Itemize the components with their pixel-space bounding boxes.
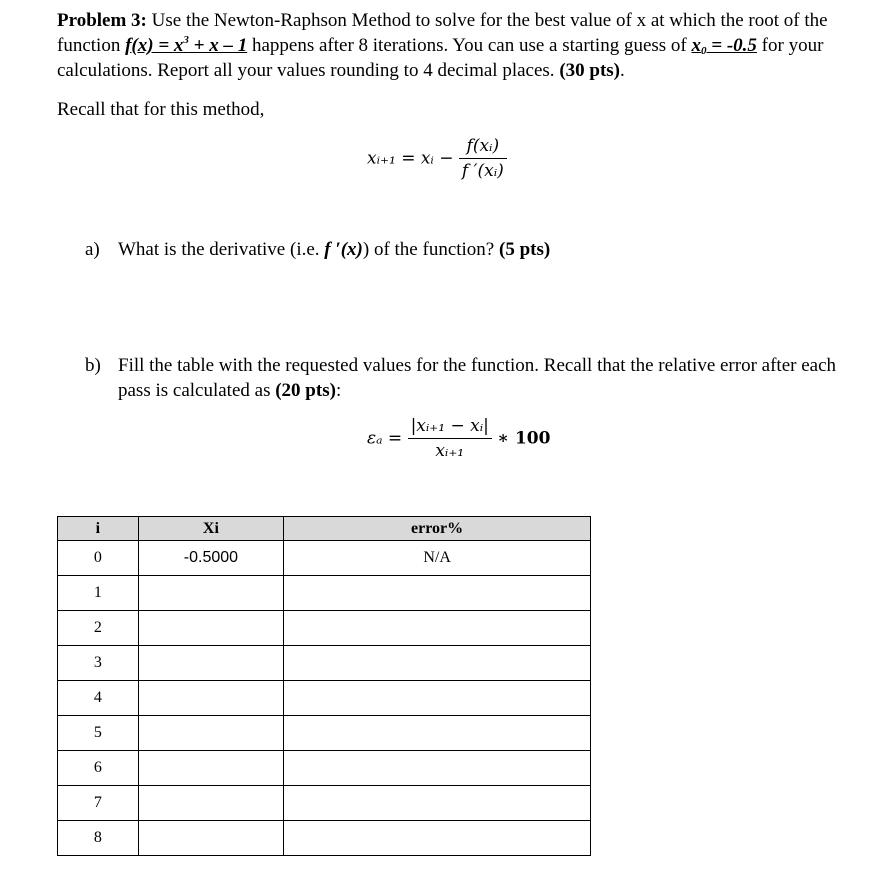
header-xi: Xi (138, 517, 284, 541)
problem-text-2: happens after 8 iterations. You can use a starting guess of (247, 35, 692, 56)
function-definition (125, 35, 247, 56)
newton-lhs: xᵢ₊₁ = xᵢ − (367, 148, 454, 169)
cell-i: 6 (58, 751, 139, 786)
cell-error[interactable] (284, 716, 591, 751)
cell-error[interactable] (284, 821, 591, 856)
relative-error-formula (367, 414, 550, 463)
cell-error[interactable] (284, 681, 591, 716)
cell-error[interactable]: N/A (284, 541, 591, 576)
error-rhs: ∗ 100 (497, 428, 551, 449)
cell-x[interactable] (138, 611, 284, 646)
cell-i: 8 (58, 821, 139, 856)
table-row (58, 646, 591, 681)
error-lhs: εₐ = (367, 428, 403, 449)
function-exponent: 3 (183, 34, 189, 46)
cell-error[interactable] (284, 751, 591, 786)
table-row (58, 576, 591, 611)
question-b-end: : (335, 380, 342, 401)
cell-error[interactable] (284, 576, 591, 611)
x0-variable: x (691, 35, 702, 56)
question-b-label: b) (85, 355, 101, 376)
question-b-text-start: Fill the table with the requested values for the function. Recall that the relative error after each pass is calculated as (118, 355, 837, 401)
problem-statement (57, 8, 847, 83)
cell-x[interactable] (138, 786, 284, 821)
question-a (85, 237, 845, 267)
table-row (58, 716, 591, 751)
function-lhs: f(x) (125, 35, 154, 56)
question-b (85, 353, 855, 405)
error-denominator: xᵢ₊₁ (435, 441, 465, 461)
cell-error[interactable] (284, 646, 591, 681)
cell-i: 3 (58, 646, 139, 681)
table-row (58, 786, 591, 821)
cell-i: 5 (58, 716, 139, 751)
problem-text-1: Use the Newton-Raphson Method to solve for the best value of x at which the root of the function (57, 10, 828, 56)
cell-i: 7 (58, 786, 139, 821)
cell-x[interactable] (138, 681, 284, 716)
cell-x[interactable] (138, 646, 284, 681)
cell-x[interactable]: -0.5000 (138, 541, 284, 576)
problem-points: (30 pts) (559, 60, 621, 81)
problem-end: . (620, 60, 625, 81)
newton-raphson-formula (367, 134, 507, 183)
header-error: error% (284, 517, 591, 541)
problem-text-3: for your calculations. Report all your values rounding to 4 decimal places. (57, 35, 824, 81)
iteration-table (57, 516, 591, 856)
newton-numerator: f(xᵢ) (459, 134, 507, 159)
question-a-text-start: What is the derivative (i.e. (118, 239, 325, 260)
recall-text: Recall that for this method, (57, 99, 265, 120)
function-rest: + x – 1 (188, 35, 248, 56)
table-row (58, 611, 591, 646)
question-a-text (118, 237, 843, 262)
newton-fraction (459, 134, 507, 183)
table-header-row (58, 517, 591, 541)
error-fraction (408, 414, 492, 463)
table-row (58, 541, 591, 576)
cell-i: 2 (58, 611, 139, 646)
cell-x[interactable] (138, 821, 284, 856)
table-row (58, 681, 591, 716)
cell-i: 1 (58, 576, 139, 611)
cell-error[interactable] (284, 786, 591, 821)
table-row (58, 751, 591, 786)
question-a-derivative: f ′(x) (324, 239, 363, 260)
starting-guess (692, 35, 757, 56)
cell-x[interactable] (138, 751, 284, 786)
question-b-text (118, 353, 843, 403)
header-i: i (58, 517, 139, 541)
cell-i: 4 (58, 681, 139, 716)
x0-subscript: 0 (701, 45, 707, 57)
question-a-points: (5 pts) (499, 239, 551, 260)
x0-value: = -0.5 (706, 35, 757, 56)
cell-x[interactable] (138, 716, 284, 751)
cell-x[interactable] (138, 576, 284, 611)
newton-denominator: f ′(xᵢ) (461, 161, 504, 181)
function-eq: = x (153, 35, 184, 56)
error-numerator: |xᵢ₊₁ − xᵢ| (408, 414, 492, 439)
problem-label: Problem 3: (57, 10, 147, 31)
question-a-label: a) (85, 239, 100, 260)
table-row (58, 821, 591, 856)
cell-i: 0 (58, 541, 139, 576)
cell-error[interactable] (284, 611, 591, 646)
question-b-points: (20 pts) (275, 380, 336, 401)
question-a-text-end: ) of the function? (362, 239, 499, 260)
